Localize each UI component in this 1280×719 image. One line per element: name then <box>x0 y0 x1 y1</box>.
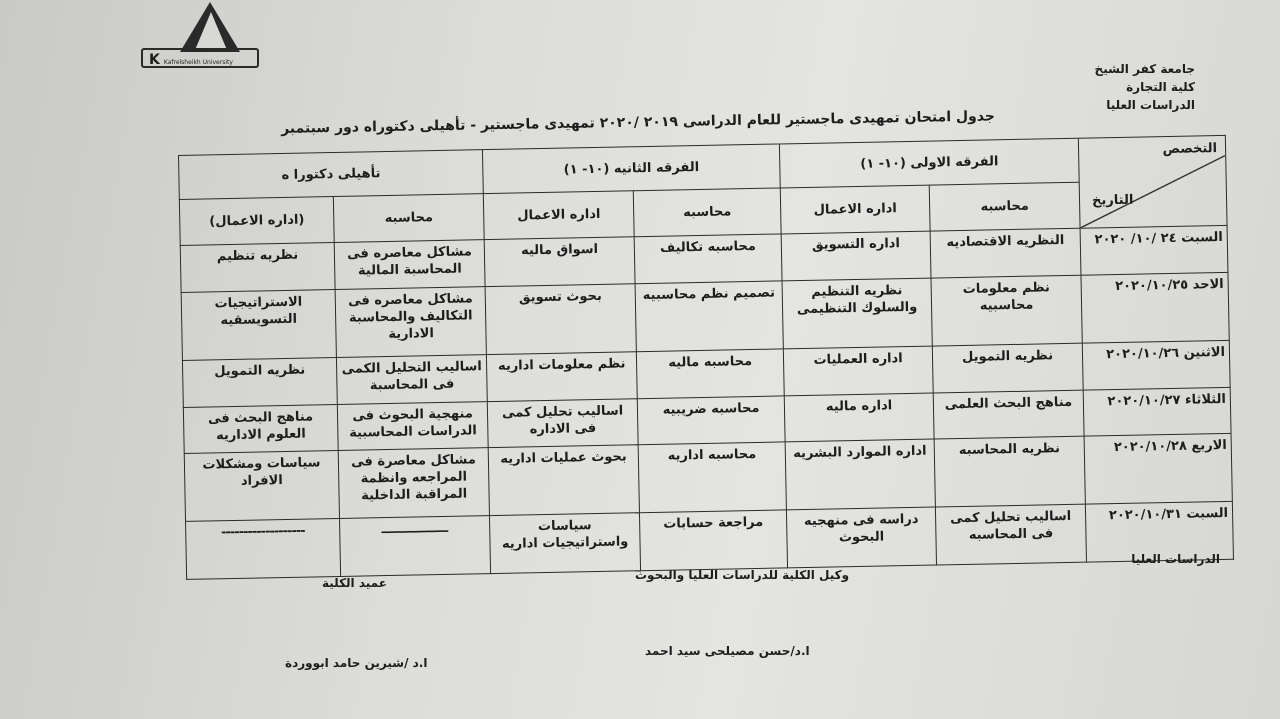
exam-cell: نظريه التمويل <box>182 358 337 407</box>
exam-cell: سياسات ومشكلات الافراد <box>184 450 339 521</box>
subject-header: (اداره الاعمال) <box>179 197 334 246</box>
exam-cell: نظريه المحاسبه <box>934 436 1085 507</box>
exam-cell: اداره الموارد البشريه <box>785 439 935 510</box>
exam-cell: نظم معلومات محاسبيه <box>931 275 1082 346</box>
exam-cell: محاسبه ضريبيه <box>637 395 785 444</box>
exam-cell: مشاكل معاصره فى المحاسبة المالية <box>334 240 485 290</box>
date-label: التاريخ <box>1091 192 1134 209</box>
exam-cell: اسواق ماليه <box>484 237 635 287</box>
vice-dean-name: ا.د/حسن مصيلحى سيد احمد <box>645 644 810 658</box>
group-first-year: الفرقه الاولى (١٠- ١) <box>779 138 1079 188</box>
exam-cell: تصميم نظم محاسبيه <box>635 281 783 352</box>
exam-cell: مشاكل معاصره فى التكاليف والمحاسبة الادارية <box>335 287 486 358</box>
department-name: الدراسات العليا <box>1106 98 1195 112</box>
subject-header: اداره الاعمال <box>780 185 930 234</box>
exam-schedule-table <box>178 135 1234 580</box>
university-logo <box>135 2 265 72</box>
exam-cell: اداره التسويق <box>781 231 931 281</box>
exam-cell: محاسبه ماليه <box>636 349 784 398</box>
exam-cell: اداره ماليه <box>784 393 934 442</box>
exam-cell: اساليب تحليل كمى فى المحاسبه <box>935 504 1086 565</box>
exam-cell: نظم معلومات اداريه <box>487 352 638 401</box>
exam-cell: مناهج البحث فى العلوم الاداريه <box>183 404 338 453</box>
exam-cell: اداره العمليات <box>783 347 933 396</box>
exam-cell: سياسات واستراتيجيات اداريه <box>490 513 641 574</box>
empty-cell-dash: ------------------- <box>186 518 341 579</box>
exam-cell: منهجية البحوث فى الدراسات المحاسبية <box>337 401 488 450</box>
logo-badge: K Kafrelsheikh University <box>141 48 259 68</box>
exam-cell: محاسبه تكاليف <box>634 234 782 284</box>
faculty-name: كلية التجارة <box>1126 80 1195 94</box>
specialization-label: التخصص <box>1162 141 1218 158</box>
row-date: السبت ٢٠٢٠/١٠/٣١ <box>1085 501 1233 562</box>
row-date: السبت ٢٤ /١٠/ ٢٠٢٠ <box>1080 226 1228 276</box>
exam-cell: بحوث تسويق <box>485 284 636 355</box>
subject-header: اداره الاعمال <box>483 191 634 240</box>
exam-cell: نظريه التمويل <box>932 344 1083 393</box>
row-date: الاحد ٢٠٢٠/١٠/٢٥ <box>1081 273 1229 344</box>
document-title: جدول امتحان تمهيدى ماجستير للعام الدراسى ٢٠١٩ /٢٠٢٠ تمهيدى ماجستير - تأهيلى دكتوراه دور سبتمبر <box>280 108 996 137</box>
footer-dept-label: الدراسات العليا <box>1131 552 1220 566</box>
exam-cell: نظريه تنظيم <box>180 243 335 293</box>
corner-header <box>1078 135 1227 228</box>
exam-cell: بحوث عمليات اداريه <box>488 444 639 515</box>
logo-pyramid-inner <box>195 12 227 50</box>
dean-title: عميد الكلية <box>322 576 387 590</box>
dean-name: ا.د /شيرين حامد ابووردة <box>285 656 428 670</box>
group-second-year: الفرقه الثانيه (١٠- ١) <box>483 144 781 194</box>
exam-cell: مشاكل معاصرة فى المراجعه وانظمة المراقبة الداخلية <box>338 447 489 518</box>
group-doctorate: تأهيلى دكتورا ه <box>179 150 484 200</box>
exam-cell: دراسه فى منهجيه البحوث <box>786 507 936 568</box>
university-name: جامعة كفر الشيخ <box>1094 62 1195 76</box>
exam-cell: مناهج البحث العلمى <box>933 390 1084 439</box>
row-date: الاثنين ٢٠٢٠/١٠/٢٦ <box>1082 341 1230 390</box>
exam-cell: مراجعة حسابات <box>640 510 788 571</box>
subject-header: محاسبه <box>929 182 1080 231</box>
row-date: الثلاثاء ٢٠٢٠/١٠/٢٧ <box>1083 387 1231 436</box>
faculty-header <box>1095 60 1195 114</box>
subject-header: محاسبه <box>333 194 484 243</box>
exam-cell: اساليب التحليل الكمى فى المحاسبة <box>337 355 488 404</box>
exam-cell: نظريه التنظيم والسلوك التنظيمى <box>782 278 932 349</box>
vice-dean-title: وكيل الكلية للدراسات العليا والبحوث <box>635 568 850 582</box>
empty-cell-dash: ـــــــــــــــ <box>340 515 491 576</box>
row-date: الاربع ٢٠٢٠/١٠/٢٨ <box>1084 433 1232 504</box>
exam-cell: اساليب تحليل كمى فى الاداره <box>487 398 638 447</box>
exam-cell: النظريه الاقتصاديه <box>930 228 1081 278</box>
subject-header: محاسبه <box>633 188 781 237</box>
exam-cell: محاسبه اداريه <box>638 442 786 513</box>
exam-cell: الاستراتيجيات التسويسقيه <box>181 290 336 361</box>
